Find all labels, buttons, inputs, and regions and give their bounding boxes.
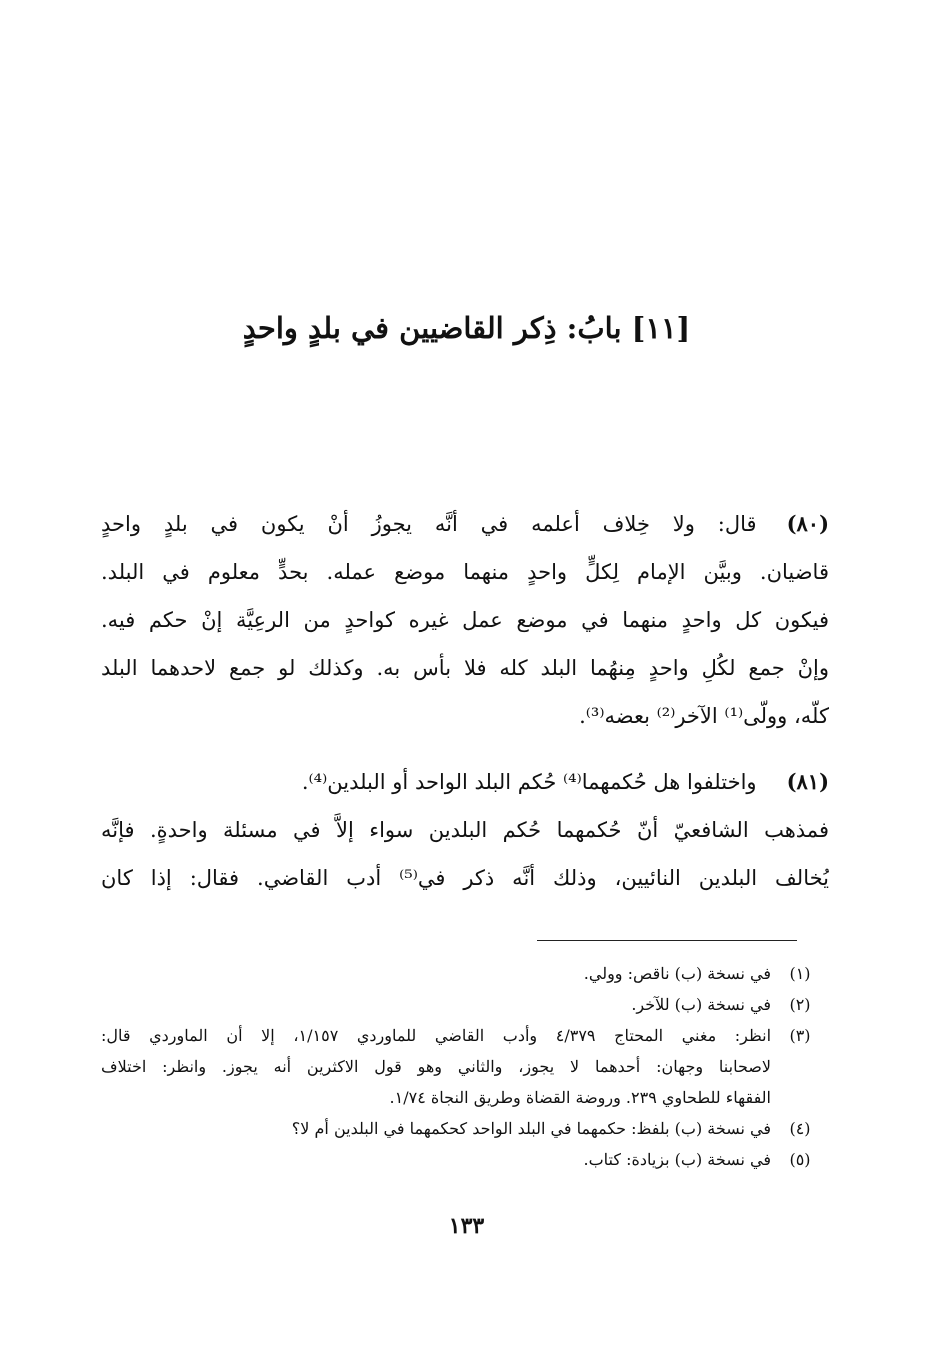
paragraph-line: قاضيان. وبيَّن الإمام لِكلٍّ واحدٍ منهما موضع عمله. بحدٍّ معلوم في البلد.	[101, 560, 829, 584]
chapter-title: [١١] بابُ: ذِكر القاضيين في بلدٍ واحدٍ	[242, 311, 691, 345]
footnote-line: في نسخة (ب) بزيادة: كتاب.	[583, 1150, 771, 1169]
footnote-line: في نسخة (ب) للآخر.	[631, 995, 771, 1014]
paragraph-line: وإنْ جمع لكُلِ واحدٍ مِنهُما البلد كله فلا بأس به. وكذلك لو جمع لاحدهما البلد	[101, 656, 829, 680]
page-number: ١٣٣	[448, 1213, 485, 1239]
footnote-text	[101, 1144, 771, 1175]
paragraph-number: (٨٠)	[786, 511, 829, 536]
footnote-number: (٢)	[789, 995, 811, 1014]
paragraph-line	[101, 500, 829, 548]
footnote-number: (٣)	[789, 1026, 811, 1045]
footnote-number: (١)	[789, 964, 811, 983]
footnotes	[101, 958, 829, 1175]
paragraph-line	[101, 758, 829, 806]
paragraph-line: كلّه، وولّى⁽¹⁾ الآخر⁽²⁾ بعضه⁽³⁾.	[579, 704, 829, 728]
footnote-number: (٤)	[789, 1119, 811, 1138]
footnote-number: (٥)	[789, 1150, 811, 1169]
footnote-text	[101, 989, 771, 1020]
footnote-text	[101, 1020, 771, 1113]
paragraph-line: يُخالف البلدين النائيين، وذلك أنَّه ذكر في⁽⁵⁾ أدب القاضي. فقال: إذا كان	[101, 866, 829, 890]
footnote-divider	[537, 940, 797, 941]
footnote-text	[101, 1113, 771, 1144]
footnote-3	[101, 1020, 829, 1113]
main-text	[101, 500, 829, 902]
footnote-2	[101, 989, 829, 1020]
footnote-line: الفقهاء للطحاوي ٢٣٩. وروضة القضاة وطريق النجاة ١/٧٤.	[389, 1088, 771, 1107]
footnote-line: لاصحابنا وجهان: أحدهما لا يجوز، والثاني وهو قول الاكثرين أنه يجوز. وانظر: اختلاف	[101, 1057, 771, 1076]
footnote-1	[101, 958, 829, 989]
paragraph-81	[101, 758, 829, 902]
footnote-line: في نسخة (ب) بلفظ: حكمهما في البلد الواحد كحكمهما في البلدين أم لا؟	[291, 1119, 771, 1138]
paragraph-line: فمذهب الشافعيّ أنّ حُكمهما حُكم البلدين سواء إلاَّ في مسئلة واحدةٍ. فإنَّه	[101, 818, 829, 842]
paragraph-80	[101, 500, 829, 740]
paragraph-line-text: واختلفوا هل حُكمهما⁽⁴⁾ حُكم البلد الواحد أو البلدين⁽⁴⁾.	[301, 770, 757, 794]
footnote-line: انظر: مغني المحتاج ٤/٣٧٩ وأدب القاضي للماوردي ١/١٥٧، إلا أن الماوردي قال:	[101, 1026, 771, 1045]
footnote-text	[101, 958, 771, 989]
paragraph-line-text: قال: ولا خِلاف أعلمه في أنَّه يجوزُ أنْ يكون في بلدٍ واحدٍ	[101, 512, 757, 536]
footnote-5	[101, 1144, 829, 1175]
footnote-line: في نسخة (ب) ناقص: وولي.	[583, 964, 771, 983]
paragraph-number: (٨١)	[786, 769, 829, 794]
footnote-4	[101, 1113, 829, 1144]
paragraph-line: فيكون كل واحدٍ منهما في موضع عمل غيره كواحدٍ من الرعِيَّة إنْ حكم فيه.	[101, 608, 829, 632]
